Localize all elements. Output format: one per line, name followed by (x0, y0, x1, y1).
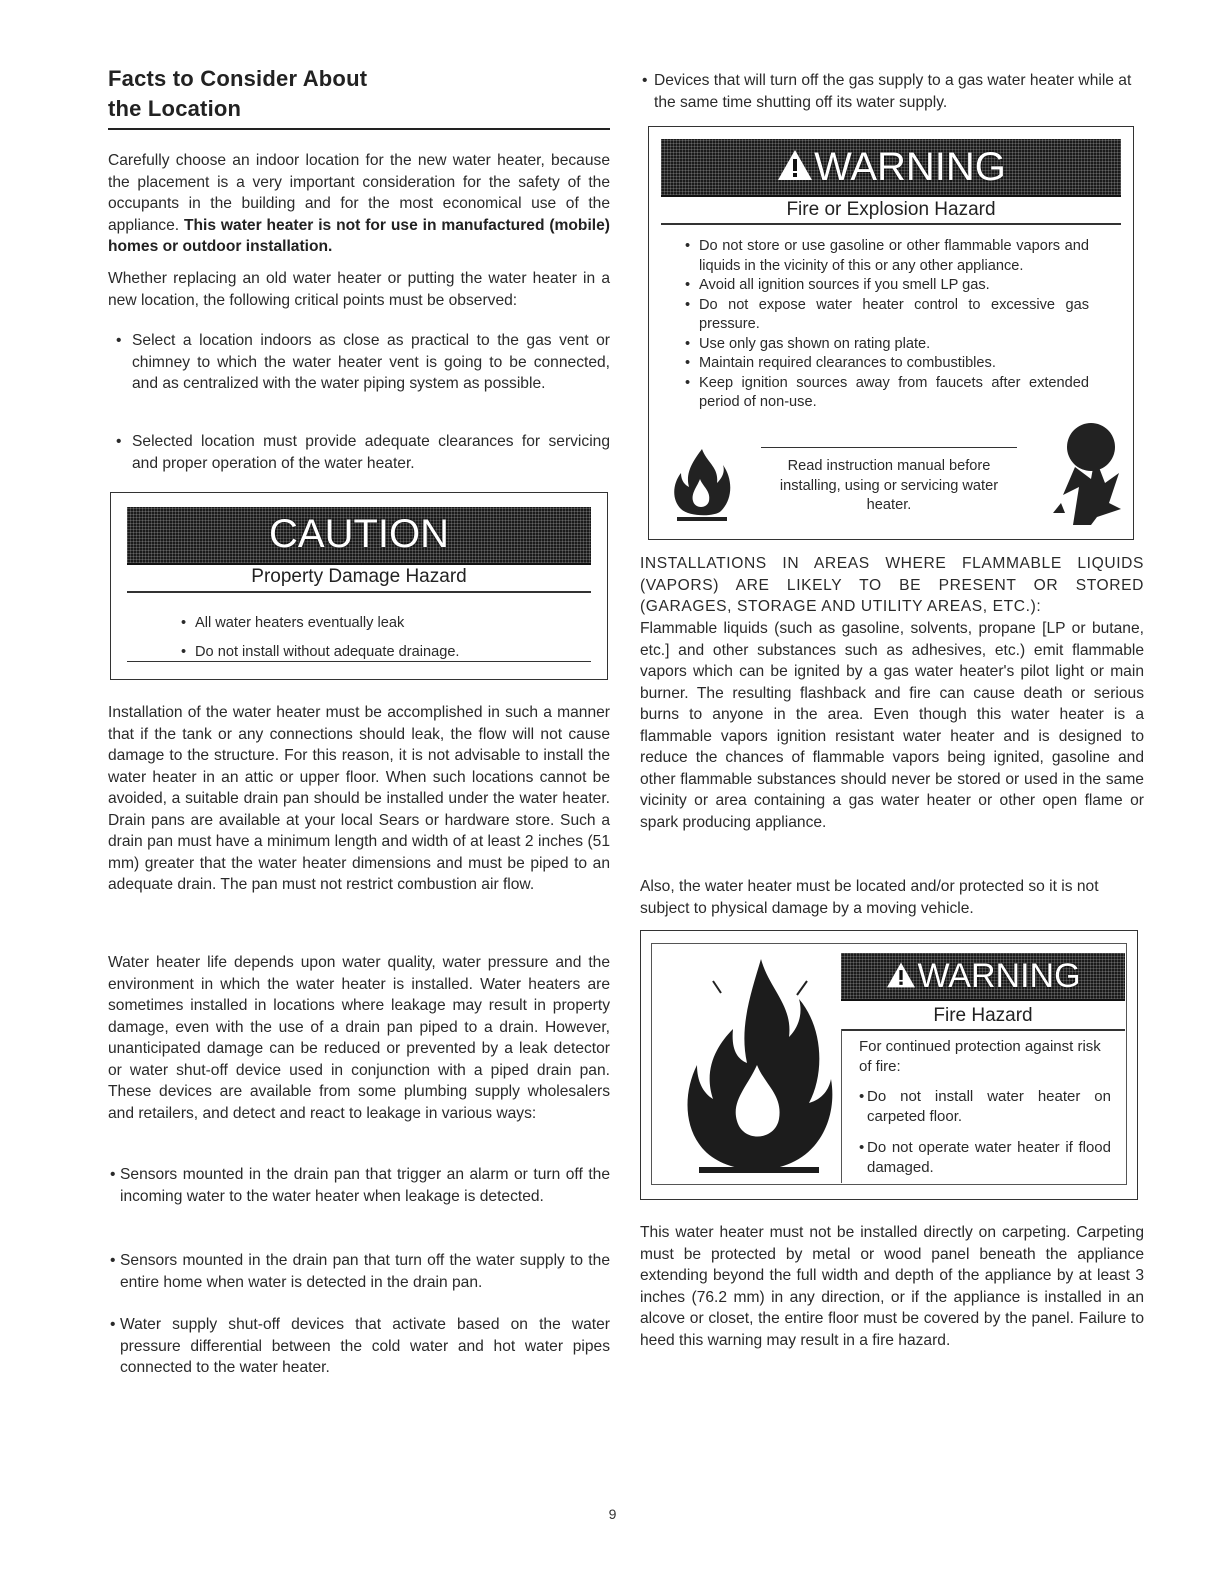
list-item: • Do not store or use gasoline or other flammable vapors and liquids in the vicinity of this or any other appliance. (685, 238, 1089, 274)
alert-triangle-icon (885, 958, 917, 998)
bullet-dot: • (642, 72, 648, 89)
bullet-dot: • (116, 433, 122, 450)
page-number: 9 (608, 1506, 617, 1522)
caution-hazard-title: Property Damage Hazard (251, 566, 467, 587)
list-item: • Do not expose water heater control to excessive gas pressure. (685, 296, 1089, 332)
warning1-hazard-rule (661, 223, 1121, 225)
warning1-items (685, 237, 1089, 413)
bullet-dot: • (116, 332, 122, 349)
list-item (116, 431, 610, 474)
list-item: • Do not install without adequate drainage. (181, 644, 460, 660)
warning2-intro: For continued protection against risk of fire: (859, 1038, 1101, 1075)
warning2-hazard-rule (841, 1029, 1125, 1031)
list-item: • Do not install water heater on carpeted floor. (859, 1088, 1111, 1125)
caution-items (181, 609, 571, 667)
heading-rule (108, 128, 610, 130)
section-heading (108, 64, 610, 124)
caution-box (110, 492, 608, 680)
warning2-hazard-title: Fire Hazard (933, 1005, 1033, 1026)
list-item-text: Water supply shut-off devices that activate based on the water pressure differential between the cold water and hot water pipes connected to the water heater. (120, 1316, 610, 1376)
explosion-icon (1033, 417, 1123, 532)
warning-signal (661, 144, 1121, 192)
list-item-text: Do not store or use gasoline or other flammable vapors and liquids in the vicinity of this or any other appliance. (699, 238, 1089, 274)
list-item-text: Selected location must provide adequate clearances for servicing and proper operation of the water heater. (132, 433, 610, 472)
list-item: • Keep ignition sources away from faucets after extended period of non-use. (685, 374, 1089, 410)
caution-hazard-rule (127, 591, 591, 593)
intro-paragraph (108, 150, 610, 258)
fire-explosion-warning-box (648, 126, 1134, 540)
caution-signal-word: CAUTION (269, 512, 449, 556)
warning2-signal-bar (841, 953, 1125, 1001)
list-item (110, 1314, 610, 1379)
list-item (110, 1250, 610, 1293)
list-item-text: Do not install water heater on carpeted floor. (867, 1088, 1111, 1125)
flammable-areas-caps: INSTALLATIONS IN AREAS WHERE FLAMMABLE LIQUIDS (VAPORS) ARE LIKELY TO BE PRESENT OR STORED (GARAGES, STORAGE AND UTILITY AREAS, ETC.): (640, 555, 1144, 615)
list-item-text: Keep ignition sources away from faucets after extended period of non-use. (699, 374, 1089, 410)
list-item-text: Maintain required clearances to combustibles. (699, 355, 996, 371)
list-item: • Avoid all ignition sources if you smell LP gas. (685, 277, 990, 293)
list-item-text: Use only gas shown on rating plate. (699, 335, 931, 352)
warning2-signal-word: WARNING (917, 957, 1081, 995)
water-heater-life-paragraph: Water heater life depends upon water quality, water pressure and the environment in which the water heater is installed. Water heaters are sometimes installed in locations where leakage may result in property damage, even with the use of a drain pan piped to a drain. However, unanticipated damage can be reduced or prevented by a leak detector or water shut-off device used in conjunction with a piped drain pan. These devices are available from some plumbing supply wholesalers and retailers, and detect and react to leakage in various ways: (108, 954, 610, 1122)
list-item-text: Sensors mounted in the drain pan that turn off the water supply to the entire home when water is detected in the drain pan. (120, 1252, 610, 1291)
list-item-text: Sensors mounted in the drain pan that trigger an alarm or turn off the incoming water to the water heater when leakage is detected. (120, 1166, 610, 1205)
list-item: • Maintain required clearances to combustibles. (685, 355, 996, 371)
installation-paragraph: Installation of the water heater must be accomplished in such a manner that if the tank or any connections should leak, the flow will not cause damage to the structure. For this reason, it is not advisable to install the water heater in an attic or upper floor. When such locations cannot be avoided, a suitable drain pan should be installed under the water heater. Drain pans are available at your local Sears or hardware store. Such a drain pan must have a minimum length and width of at least 2 inches (51 mm) greater that the water heater dimensions and must be piped to an adequate drain. The pan must not restrict combustion air flow. (108, 704, 610, 893)
intro-text: Carefully choose an indoor location for the new water heater, because the placement is a very important consideration for the safety of the occupants in the building and for the most economical use of the appliance. (108, 152, 610, 234)
bullet-dot: • (110, 1252, 116, 1269)
flammable-liquids-paragraph: Flammable liquids (such as gasoline, solvents, propane [LP or butane, etc.] and other substances such as adhesives, etc.) emit flammable vapors which can be ignited by a gas water heater's pilot light or main burner. The resulting flashback and fire can cause death or serious burns to anyone in the area. Even though this water heater is a flammable vapors ignition resistant water heater and is designed to reduce the chances of flammable vapors being ignited, gasoline and other flammable substances should never be stored or used in the same vicinity or area containing a gas water heater or other open flame or spark producing appliance. (640, 620, 1144, 831)
critical-points-paragraph: Whether replacing an old water heater or putting the water heater in a new location, the following critical points must be observed: (108, 270, 610, 309)
list-item: • All water heaters eventually leak (181, 615, 405, 631)
bullet-dot: • (110, 1166, 116, 1183)
caution-signal-bar (127, 507, 591, 565)
warning2-signal (841, 956, 1125, 998)
list-item (642, 70, 1142, 113)
list-item-text: All water heaters eventually leak (195, 615, 405, 631)
warning1-hazard-title: Fire or Explosion Hazard (786, 199, 996, 220)
bullet-dot: • (110, 1316, 116, 1333)
list-item-text: Do not expose water heater control to excessive gas pressure. (699, 296, 1089, 332)
list-item (116, 330, 610, 395)
read-manual-note: Read instruction manual before installing, using or servicing water heater. (779, 458, 999, 513)
read-manual-rule (761, 447, 1017, 448)
alert-triangle-icon (776, 146, 814, 192)
warning2-divider (841, 1029, 842, 1183)
flame-icon (667, 445, 737, 530)
list-item (110, 1164, 610, 1207)
warning-signal-word: WARNING (814, 145, 1006, 189)
list-item-text: Select a location indoors as close as practical to the gas vent or chimney to which the water heater vent is going to be connected, and as centralized with the water piping system as possible. (132, 332, 610, 392)
heading-line-2: the Location (108, 96, 242, 121)
intro-bold-text: This water heater is not for use in manufactured (mobile) homes or outdoor installation. (108, 216, 610, 255)
warning2-items (859, 1087, 1111, 1177)
warning-signal-bar (661, 139, 1121, 197)
caution-bottom-rule (127, 661, 591, 662)
list-item-text: Do not install without adequate drainage. (195, 644, 460, 660)
list-item: • Use only gas shown on rating plate. (685, 335, 931, 352)
list-item: • Do not operate water heater if flood damaged. (859, 1139, 1111, 1176)
fire-hazard-warning-box (640, 930, 1138, 1200)
list-item-text: Devices that will turn off the gas supply to a gas water heater while at the same time shutting off its water supply. (654, 72, 1132, 111)
list-item-text: Do not operate water heater if flood damaged. (867, 1139, 1111, 1176)
carpeting-paragraph: This water heater must not be installed directly on carpeting. Carpeting must be protected by metal or wood panel beneath the appliance extending beyond the full width and depth of the appliance by at least 3 inches (76.2 mm) in any direction, or if the appliance is installed in an alcove or closet, the entire floor must be covered by the panel. Failure to heed this warning may result in a fire hazard. (640, 1224, 1144, 1349)
list-item-text: Avoid all ignition sources if you smell LP gas. (699, 277, 990, 293)
heading-line-1: Facts to Consider About (108, 66, 368, 91)
vehicle-protection-paragraph: Also, the water heater must be located and/or protected so it is not subject to physical damage by a moving vehicle. (640, 878, 1099, 917)
large-flame-icon (673, 953, 843, 1188)
